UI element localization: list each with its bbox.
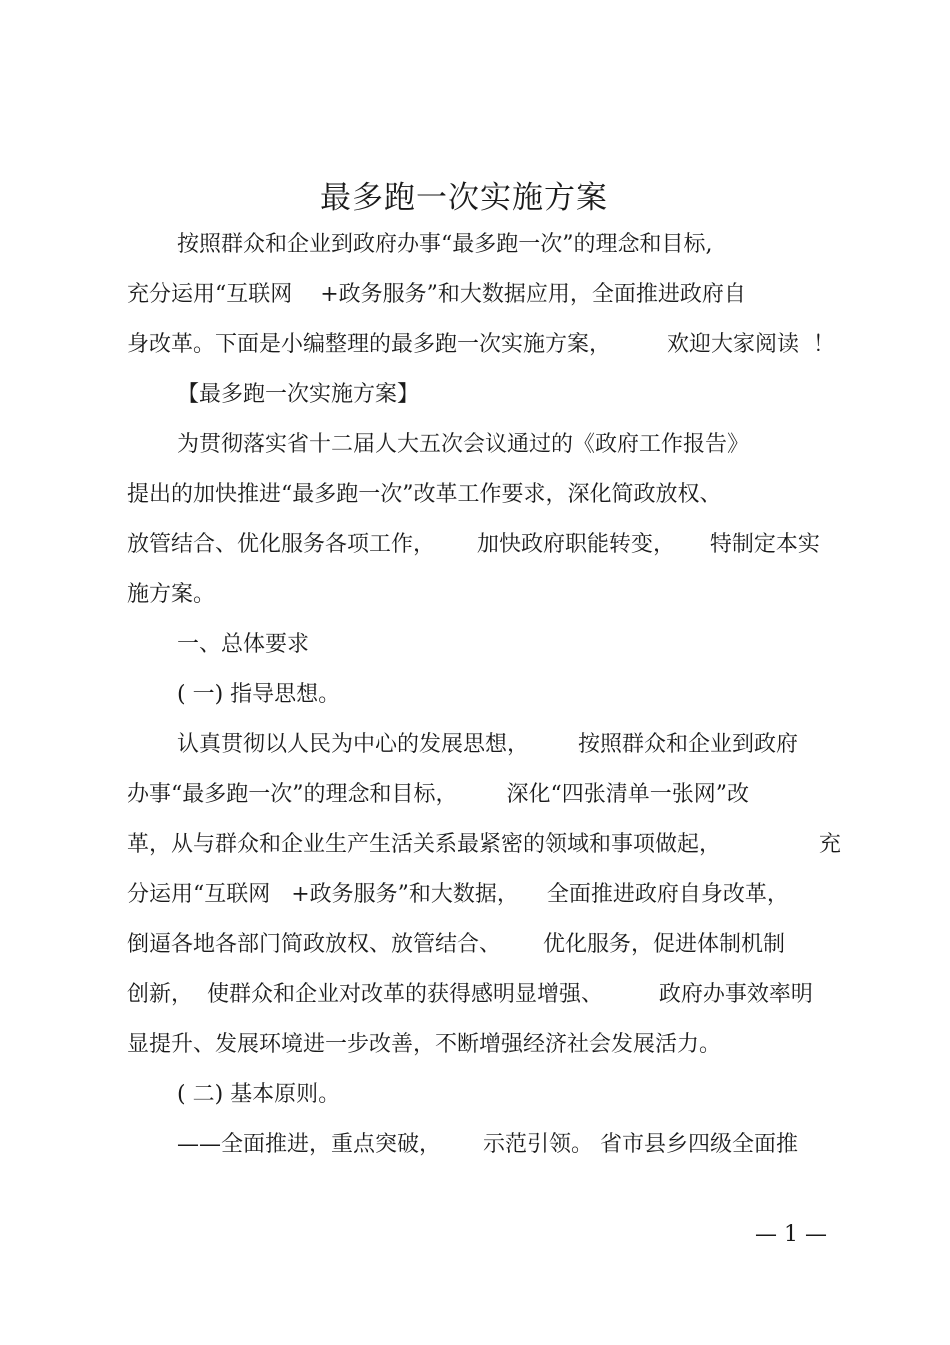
- paragraph-line: 施方案。: [127, 582, 216, 607]
- paragraph-line: 充分运用“互联网 +政务服务”和大数据应用，全面推进政府自: [127, 282, 746, 307]
- paragraph-line: 显提升、发展环境进一步改善，不断增强经济社会发展活力。: [127, 1032, 722, 1057]
- paragraph-line: 创新， 使群众和企业对改革的获得感明显增强、 政府办事效率明: [127, 982, 813, 1007]
- paragraph-line: 身改革。下面是小编整理的最多跑一次实施方案， 欢迎大家阅读 ！: [127, 332, 835, 357]
- paragraph-line: 倒逼各地各部门简政放权、放管结合、 优化服务，促进体制机制: [127, 932, 785, 957]
- paragraph-line: 办事“最多跑一次”的理念和目标， 深化“四张清单一张网”改: [127, 782, 749, 807]
- subsection-heading: ( 一) 指导思想。: [177, 682, 341, 707]
- paragraph-line: ——全面推进，重点突破， 示范引领。 省市县乡四级全面推: [177, 1132, 798, 1157]
- paragraph-line: 革，从与群众和企业生产生活关系最紧密的领域和事项做起， 充: [127, 832, 841, 857]
- paragraph-line: 为贯彻落实省十二届人大五次会议通过的《政府工作报告》: [177, 432, 750, 457]
- document-title: 最多跑一次实施方案: [320, 180, 608, 216]
- paragraph-line: 认真贯彻以人民为中心的发展思想， 按照群众和企业到政府: [177, 732, 798, 757]
- section-heading: 一、总体要求: [177, 632, 310, 657]
- paragraph-line: 放管结合、优化服务各项工作， 加快政府职能转变， 特制定本实: [127, 532, 820, 557]
- paragraph-line: 分运用“互联网 +政务服务”和大数据， 全面推进政府自身改革，: [127, 882, 789, 907]
- section-heading: 【最多跑一次实施方案】: [177, 382, 420, 407]
- paragraph-line: 提出的加快推进“最多跑一次”改革工作要求，深化简政放权、: [127, 482, 722, 507]
- paragraph-line: 按照群众和企业到政府办事“最多跑一次”的理念和目标,: [177, 232, 713, 257]
- page-number: — 1 —: [755, 1222, 827, 1247]
- subsection-heading: ( 二) 基本原则。: [177, 1082, 341, 1107]
